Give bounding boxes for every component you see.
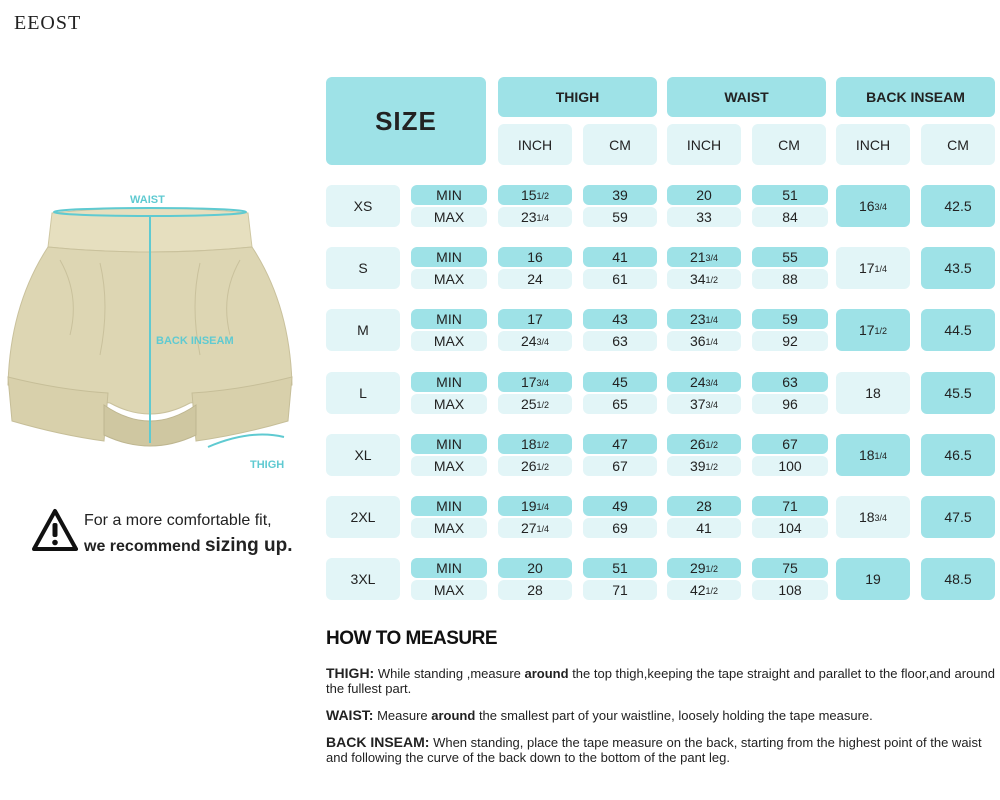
- waist_in-min-cell: 20: [667, 185, 741, 205]
- fraction: 3/4: [874, 513, 888, 523]
- max-label: MAX: [411, 518, 487, 538]
- inseam-inch-cell: 18: [836, 372, 910, 414]
- unit-header: INCH: [667, 124, 741, 165]
- inseam-cm-cell: 44.5: [921, 309, 995, 351]
- fraction: 1/4: [705, 337, 719, 347]
- waist_in-max-cell: 33: [667, 207, 741, 227]
- waist_cm-min-cell: 67: [752, 434, 828, 454]
- min-label: MIN: [411, 558, 487, 578]
- max-label: MAX: [411, 269, 487, 289]
- fraction: 1/2: [705, 275, 719, 285]
- how-to-measure-title: HOW TO MEASURE: [326, 628, 498, 649]
- waist_cm-max-cell: 92: [752, 331, 828, 351]
- waist_in-max-cell: 41: [667, 518, 741, 538]
- thigh_in-min-cell: 16: [498, 247, 572, 267]
- size-up-notice: [32, 508, 322, 556]
- back-inseam-label: BACK INSEAM: [156, 335, 234, 347]
- thigh_in-min-cell: 18 1/2: [498, 434, 572, 454]
- thigh_in-max-cell: 24 3/4: [498, 331, 572, 351]
- fraction: 3/4: [705, 400, 719, 410]
- thigh_cm-min-cell: 41: [583, 247, 657, 267]
- min-label: MIN: [411, 309, 487, 329]
- inseam-cm-cell: 45.5: [921, 372, 995, 414]
- unit-header: INCH: [836, 124, 910, 165]
- fraction: 1/4: [874, 264, 888, 274]
- fraction: 1/2: [536, 191, 550, 201]
- inseam-inch-cell: 16 3/4: [836, 185, 910, 227]
- waist_cm-max-cell: 104: [752, 518, 828, 538]
- inseam-cm-cell: 46.5: [921, 434, 995, 476]
- measure-waist-bold: around: [431, 708, 476, 723]
- shorts-drawing: [0, 185, 310, 485]
- group-header-back-inseam: BACK INSEAM: [836, 77, 995, 117]
- inseam-inch-cell: 17 1/2: [836, 309, 910, 351]
- waist_cm-min-cell: 63: [752, 372, 828, 392]
- group-header-thigh: THIGH: [498, 77, 657, 117]
- size-label-m: M: [326, 309, 400, 351]
- max-label: MAX: [411, 331, 487, 351]
- waist_cm-min-cell: 55: [752, 247, 828, 267]
- thigh_in-max-cell: 25 1/2: [498, 394, 572, 414]
- how-to-measure-section: [326, 628, 998, 777]
- fraction: 1/4: [536, 502, 550, 512]
- thigh_cm-min-cell: 39: [583, 185, 657, 205]
- thigh_cm-max-cell: 63: [583, 331, 657, 351]
- inseam-inch-cell: 18 1/4: [836, 434, 910, 476]
- fraction: 1/2: [536, 440, 550, 450]
- waist_in-min-cell: 24 3/4: [667, 372, 741, 392]
- waist_in-max-cell: 37 3/4: [667, 394, 741, 414]
- thigh_in-min-cell: 19 1/4: [498, 496, 572, 516]
- min-label: MIN: [411, 247, 487, 267]
- waist_cm-max-cell: 108: [752, 580, 828, 600]
- measure-thigh-key: THIGH:: [326, 665, 375, 681]
- group-header-waist: WAIST: [667, 77, 826, 117]
- fraction: 3/4: [874, 202, 888, 212]
- thigh_cm-min-cell: 51: [583, 558, 657, 578]
- unit-header: CM: [921, 124, 995, 165]
- fraction: 1/4: [705, 315, 719, 325]
- measure-thigh-bold: around: [524, 666, 569, 681]
- notice-line-2-prefix: we recommend: [84, 538, 205, 555]
- thigh_cm-max-cell: 59: [583, 207, 657, 227]
- measure-back-inseam: [326, 735, 998, 765]
- unit-header: CM: [583, 124, 657, 165]
- thigh_in-max-cell: 27 1/4: [498, 518, 572, 538]
- min-label: MIN: [411, 434, 487, 454]
- notice-line-2: [84, 535, 293, 557]
- waist_in-min-cell: 29 1/2: [667, 558, 741, 578]
- thigh_in-min-cell: 17: [498, 309, 572, 329]
- waist_in-max-cell: 39 1/2: [667, 456, 741, 476]
- inseam-inch-cell: 19: [836, 558, 910, 600]
- inseam-cm-cell: 48.5: [921, 558, 995, 600]
- measure-waist-post: the smallest part of your waistline, loosely holding the tape measure.: [475, 708, 873, 723]
- waist_cm-max-cell: 84: [752, 207, 828, 227]
- shorts-illustration: [0, 185, 310, 485]
- thigh_cm-min-cell: 45: [583, 372, 657, 392]
- fraction: 3/4: [536, 378, 550, 388]
- waist_in-min-cell: 26 1/2: [667, 434, 741, 454]
- measure-waist-key: WAIST:: [326, 707, 374, 723]
- thigh_cm-max-cell: 65: [583, 394, 657, 414]
- thigh_cm-max-cell: 61: [583, 269, 657, 289]
- measure-waist-pre: Measure: [373, 708, 432, 723]
- size-label-2xl: 2XL: [326, 496, 400, 538]
- unit-header: CM: [752, 124, 826, 165]
- inseam-inch-cell: 17 1/4: [836, 247, 910, 289]
- thigh_in-min-cell: 17 3/4: [498, 372, 572, 392]
- size-label-xs: XS: [326, 185, 400, 227]
- measure-thigh-pre: While standing ,measure: [374, 666, 525, 681]
- size-label-3xl: 3XL: [326, 558, 400, 600]
- measure-inseam-key: BACK INSEAM:: [326, 734, 430, 750]
- waist_in-min-cell: 21 3/4: [667, 247, 741, 267]
- waist_cm-max-cell: 100: [752, 456, 828, 476]
- fraction: 1/2: [536, 462, 550, 472]
- inseam-cm-cell: 47.5: [921, 496, 995, 538]
- brand-logo: EEOST: [14, 12, 82, 34]
- thigh_in-max-cell: 24: [498, 269, 572, 289]
- thigh_in-max-cell: 23 1/4: [498, 207, 572, 227]
- warning-triangle-icon: [32, 508, 78, 552]
- fraction: 1/2: [536, 400, 550, 410]
- fraction: 1/2: [705, 564, 719, 574]
- waist_cm-max-cell: 88: [752, 269, 828, 289]
- measure-waist: [326, 708, 998, 723]
- waist_in-min-cell: 23 1/4: [667, 309, 741, 329]
- fraction: 3/4: [536, 337, 550, 347]
- waist_in-max-cell: 34 1/2: [667, 269, 741, 289]
- fraction: 1/2: [705, 462, 719, 472]
- waist_cm-min-cell: 59: [752, 309, 828, 329]
- fraction: 1/2: [874, 326, 888, 336]
- min-label: MIN: [411, 496, 487, 516]
- min-label: MIN: [411, 372, 487, 392]
- max-label: MAX: [411, 580, 487, 600]
- waist_in-min-cell: 28: [667, 496, 741, 516]
- thigh_cm-min-cell: 47: [583, 434, 657, 454]
- unit-header: INCH: [498, 124, 572, 165]
- waist_in-max-cell: 42 1/2: [667, 580, 741, 600]
- thigh_cm-max-cell: 71: [583, 580, 657, 600]
- inseam-cm-cell: 42.5: [921, 185, 995, 227]
- max-label: MAX: [411, 394, 487, 414]
- thigh_cm-min-cell: 43: [583, 309, 657, 329]
- thigh_cm-max-cell: 67: [583, 456, 657, 476]
- fraction: 1/4: [536, 213, 550, 223]
- measure-thigh-post: the top thigh,keeping the tape straight and parallet to the floor,and around the fullest part.: [326, 666, 996, 696]
- thigh-label: THIGH: [250, 459, 285, 471]
- notice-emphasis: sizing up.: [204, 535, 293, 556]
- fraction: 1/4: [874, 451, 888, 461]
- inseam-inch-cell: 18 3/4: [836, 496, 910, 538]
- fraction: 1/4: [536, 524, 550, 534]
- waist_cm-min-cell: 51: [752, 185, 828, 205]
- inseam-cm-cell: 43.5: [921, 247, 995, 289]
- waist_in-max-cell: 36 1/4: [667, 331, 741, 351]
- max-label: MAX: [411, 456, 487, 476]
- size-label-xl: XL: [326, 434, 400, 476]
- fraction: 3/4: [705, 253, 719, 263]
- size-label-s: S: [326, 247, 400, 289]
- size-header: SIZE: [326, 77, 486, 165]
- max-label: MAX: [411, 207, 487, 227]
- waist_cm-min-cell: 71: [752, 496, 828, 516]
- size-label-l: L: [326, 372, 400, 414]
- fraction: 1/2: [705, 440, 719, 450]
- thigh_in-max-cell: 28: [498, 580, 572, 600]
- fraction: 1/2: [705, 586, 719, 596]
- thigh_cm-min-cell: 49: [583, 496, 657, 516]
- waist-label: WAIST: [130, 194, 165, 206]
- min-label: MIN: [411, 185, 487, 205]
- thigh_in-max-cell: 26 1/2: [498, 456, 572, 476]
- waist_cm-min-cell: 75: [752, 558, 828, 578]
- thigh_in-min-cell: 15 1/2: [498, 185, 572, 205]
- thigh_cm-max-cell: 69: [583, 518, 657, 538]
- measure-inseam-pre: When standing, place the tape measure on the back, starting from the highest point of the waist and following the curve of the back down to the bottom of the pant leg.: [326, 735, 982, 765]
- measure-thigh: [326, 666, 998, 696]
- thigh_in-min-cell: 20: [498, 558, 572, 578]
- fraction: 3/4: [705, 378, 719, 388]
- notice-line-1: For a more comfortable fit,: [84, 512, 272, 529]
- waist_cm-max-cell: 96: [752, 394, 828, 414]
